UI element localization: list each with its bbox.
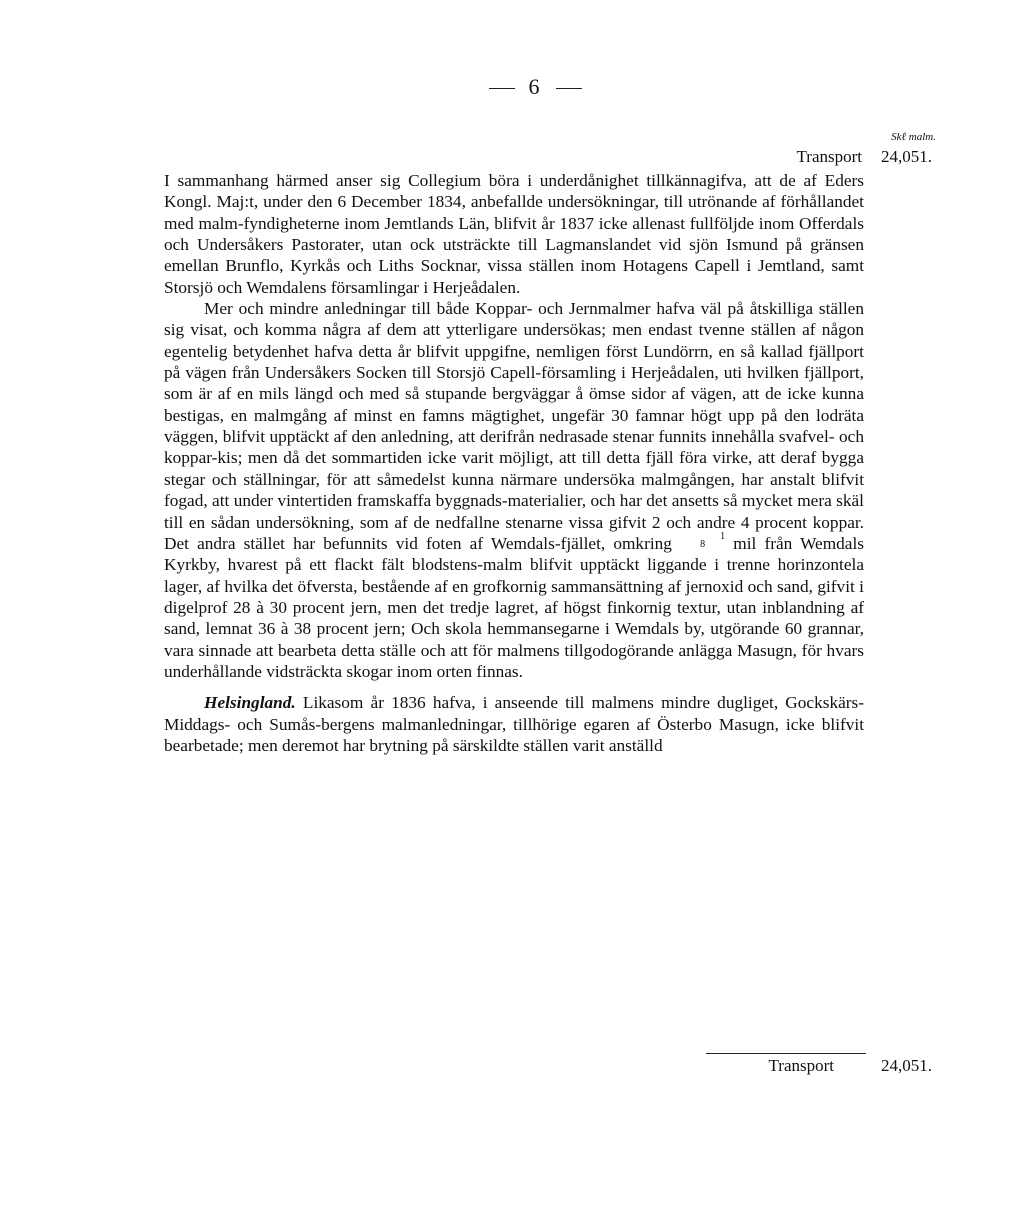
transport-top-value: 24,051. xyxy=(881,147,932,166)
paragraph-malmer-part2: mil från Wemdals Kyrkby, hvarest på ett flackt fält blodstens-malm blifvit upptäckt liggande i trenne horinzontela lager, af hvilka det öfversta, bestående af en grofkornig sammansättning af jernoxid och sand, gifvit i digelprof 28 à 30 procent jern, men det tredje lagret, af högst finkornig textur, utan inblandning af sand, lemnat 36 à 38 procent jern; Och skola hemmansegarne i Wemdals by, utgörande 60 grannar, vara sinnade att bearbeta detta ställe och att för malmens tillgodogörande anlägga Masugn, för hvars underhållande vidsträckta skogar inom orten finnas. xyxy=(164,533,864,681)
paragraph-malmer-part1: Mer och mindre anledningar till både Koppar- och Jernmalmer hafva väl på åtskilliga ställen sig visat, och komma några af dem att ytterligare undersökas; men endast tvenne ställen af någon egentelig betydenhet hafva detta år blifvit uppgifne, nemligen först Lundörrn, en så kallad fjällport på vägen från Undersåkers Socken till Storsjö Capell-församling i Herjeådalen, uti hvilken fjällport, som är af en mils längd och med så stupande bergväggar å ömse sidor af vägen, att de icke kunna bestigas, en malmgång af minst en famns mägtighet, ungefär 30 famnar högt upp på den lodräta väggen, blifvit upptäckt af den anledning, att derifrån nedrasade stenar funnits innehålla svafvel- och koppar-kis; men då det sommartiden icke varit möjligt, att till detta fjäll föra virke, att deraf bygga stegar och ställningar, för att såmedelst kunna närmare undersöka malmgången, har anstalt blifvit fogad, att under vintertiden framskaffa byggnads-materialier, och har det ansetts så mycket mera skäl till en sådan undersökning, som af de nedfallne stenarne vissa gifvit 2 och andre 4 procent koppar. Det andra stället har befunnits vid foten af Wemdals-fjället, omkring xyxy=(164,299,864,553)
page-number xyxy=(0,74,1024,100)
transport-rule xyxy=(706,1053,866,1054)
paragraph-malmer xyxy=(164,298,864,682)
paragraph-collegium: I sammanhang härmed anser sig Collegium böra i underdånighet tillkännagifva, att de af Eders Kongl. Maj:t, under den 6 December 1834, anbefallde undersökningar, till utrönande af förhållandet med malm-fyndigheterne inom Jemtlands Län, blifvit år 1837 icke allenast fullföljde inom Offerdals och Undersåkers Pastorater, utan ock utsträckte till Lagmanslandet vid sjön Ismund på gränsen emellan Brunflo, Kyrkås och Liths Socknar, vissa ställen inom Hotagens Capell i Jemtland, samt Storsjö och Wemdalens församlingar i Herjeådalen. xyxy=(164,171,864,297)
transport-top-label: Transport xyxy=(796,147,862,166)
page-number-text: 6 xyxy=(528,74,542,99)
fraction-denominator: 8 xyxy=(700,538,706,550)
fraction-one-eighth xyxy=(680,530,726,550)
right-dash xyxy=(556,88,582,89)
column-header: Skℓ malm. xyxy=(891,131,936,143)
paragraph-helsingland xyxy=(164,692,864,756)
paragraph-helsingland-text: Likasom år 1836 hafva, i anseende till malmens mindre dugliget, Gockskärs- Middags- och Sumås-bergens malmanledningar, tillhörige egaren af Österbo Masugn, icke blifvit bearbetade; men deremot har brytning på särskildte ställen varit anställd xyxy=(164,693,864,755)
fraction-numerator: 1 xyxy=(720,530,726,542)
transport-bottom-label: Transport xyxy=(768,1056,834,1075)
left-dash xyxy=(489,88,515,89)
section-title-helsingland: Helsingland. xyxy=(204,693,296,713)
transport-bottom-value: 24,051. xyxy=(881,1056,932,1075)
body-text xyxy=(164,170,864,756)
